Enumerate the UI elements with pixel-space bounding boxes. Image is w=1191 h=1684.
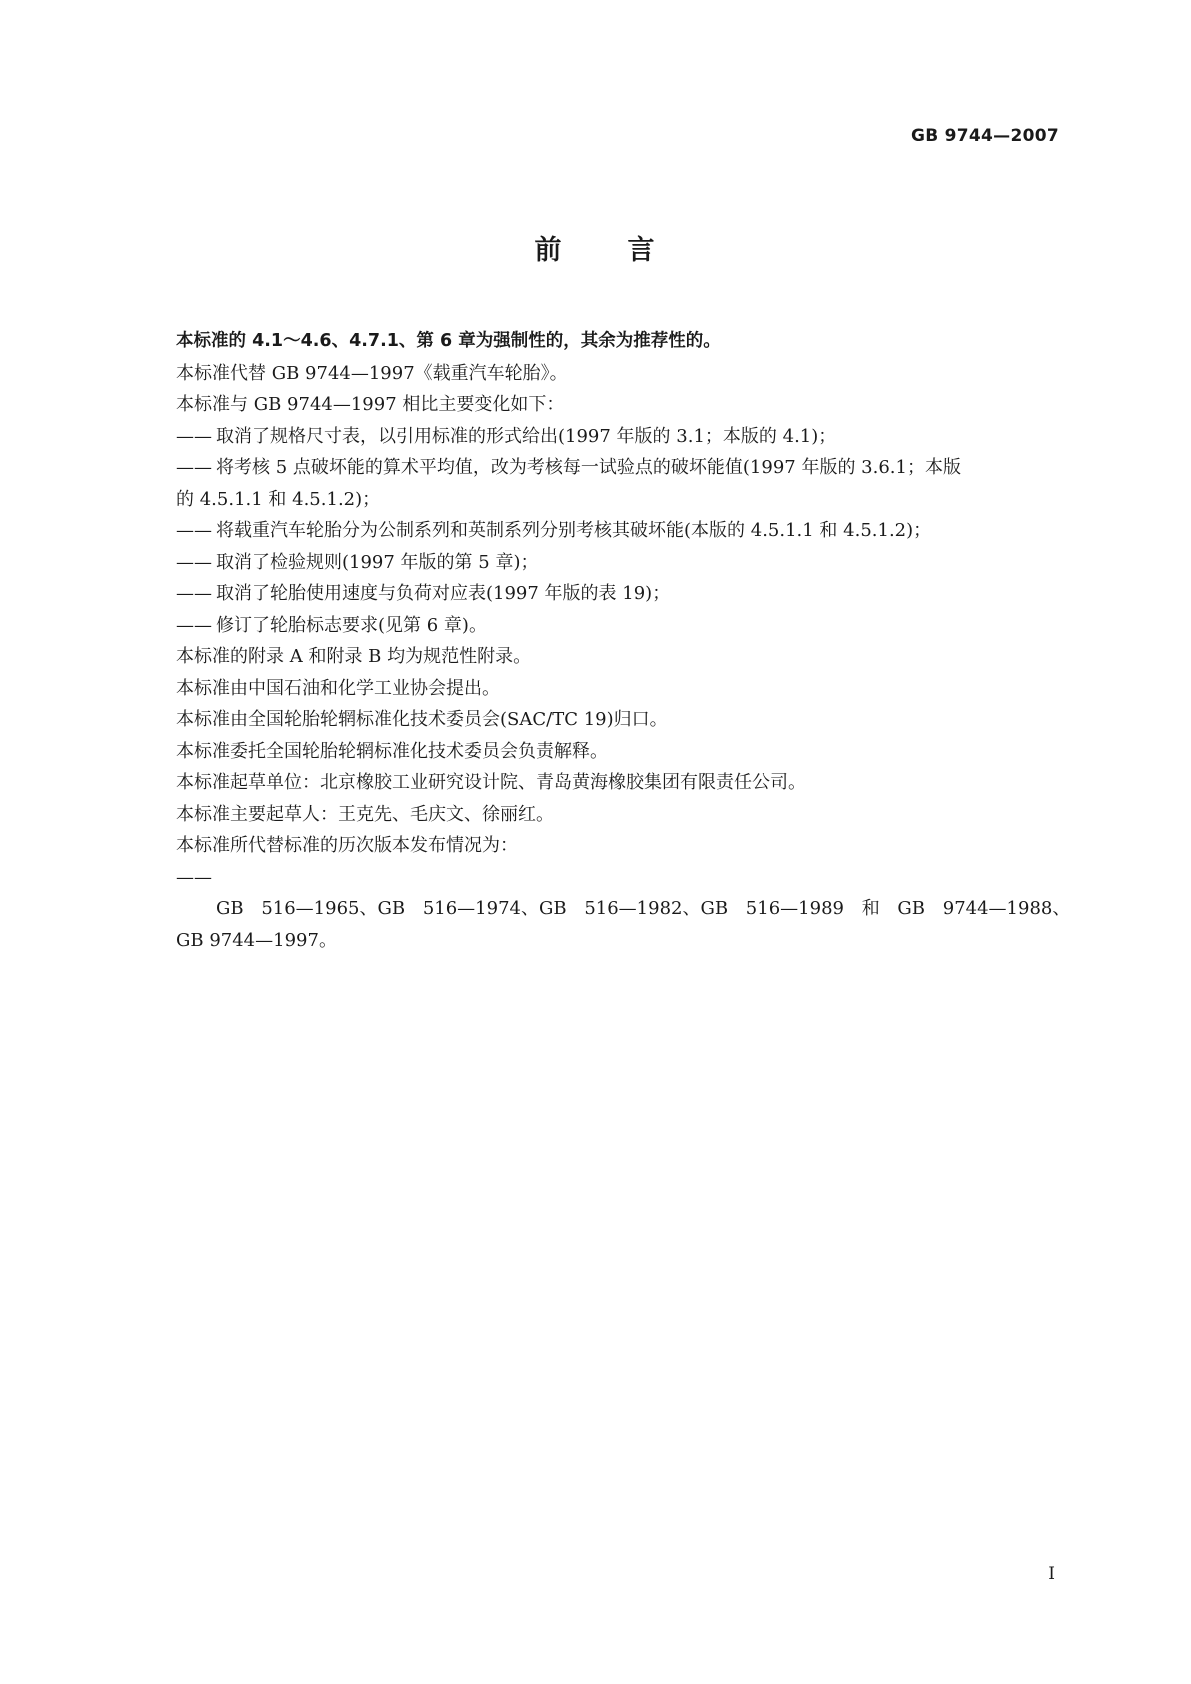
change-text: 将考核 5 点破坏能的算术平均值，改为考核每一试验点的破坏能值(1997 年版的 3.6.1；本版 bbox=[216, 457, 961, 478]
interpretation-statement: 本标准委托全国轮胎轮辋标准化技术委员会负责解释。 bbox=[176, 740, 608, 762]
page-title bbox=[0, 228, 1191, 267]
title-part-1: 前 bbox=[534, 235, 564, 266]
change-text: 取消了规格尺寸表，以引用标准的形式给出(1997 年版的 3.1；本版的 4.1)； bbox=[216, 425, 837, 447]
changes-intro: 本标准与 GB 9744—1997 相比主要变化如下： bbox=[176, 394, 565, 415]
history-intro: 本标准所代替标准的历次版本发布情况为： bbox=[176, 835, 518, 856]
change-text: 取消了轮胎使用速度与负荷对应表(1997 年版的表 19)； bbox=[216, 583, 671, 604]
dash-marker: —— bbox=[176, 457, 212, 478]
annex-statement: 本标准的附录 A 和附录 B 均为规范性附录。 bbox=[176, 646, 532, 667]
changes-list bbox=[176, 421, 1056, 642]
change-item bbox=[176, 421, 1056, 453]
history-text-continued: GB 9744—1997。 bbox=[176, 929, 337, 951]
change-text-continued: 的 4.5.1.1 和 4.5.1.2)； bbox=[176, 488, 381, 510]
history-item bbox=[176, 862, 1071, 957]
change-text: 修订了轮胎标志要求(见第 6 章)。 bbox=[216, 614, 487, 636]
change-item bbox=[176, 610, 1056, 642]
dash-marker: —— bbox=[176, 551, 212, 573]
change-item bbox=[176, 452, 1056, 515]
proposer-statement: 本标准由中国石油和化学工业协会提出。 bbox=[176, 677, 500, 699]
change-item bbox=[176, 578, 1056, 610]
change-text: 将载重汽车轮胎分为公制系列和英制系列分别考核其破坏能(本版的 4.5.1.1 和 4.5.1.2)； bbox=[216, 520, 932, 541]
change-item bbox=[176, 547, 1056, 579]
foreword-content bbox=[176, 326, 1071, 956]
change-text: 取消了检验规则(1997 年版的第 5 章)； bbox=[216, 551, 539, 573]
mandatory-statement: 本标准的 4.1～4.6、4.7.1、第 6 章为强制性的，其余为推荐性的。 bbox=[176, 331, 721, 351]
dash-marker: —— bbox=[176, 520, 212, 541]
header-standard-code: GB 9744—2007 bbox=[910, 126, 1059, 146]
dash-marker: —— bbox=[176, 425, 212, 447]
title-part-2: 言 bbox=[627, 235, 657, 266]
centralized-statement: 本标准由全国轮胎轮辋标准化技术委员会(SAC/TC 19)归口。 bbox=[176, 709, 668, 730]
drafting-units: 本标准起草单位：北京橡胶工业研究设计院、青岛黄海橡胶集团有限责任公司。 bbox=[176, 772, 806, 793]
page-number: I bbox=[1048, 1564, 1055, 1584]
drafters: 本标准主要起草人：王克先、毛庆文、徐丽红。 bbox=[176, 803, 554, 825]
change-item bbox=[176, 515, 1056, 547]
dash-marker: —— bbox=[176, 614, 212, 636]
history-text: GB 516—1965、GB 516—1974、GB 516—1982、GB 516—1989 和 GB 9744—1988、 bbox=[216, 898, 1071, 919]
dash-marker: —— bbox=[176, 866, 212, 888]
dash-marker: —— bbox=[176, 583, 212, 604]
replacement-statement: 本标准代替 GB 9744—1997《载重汽车轮胎》。 bbox=[176, 362, 568, 384]
